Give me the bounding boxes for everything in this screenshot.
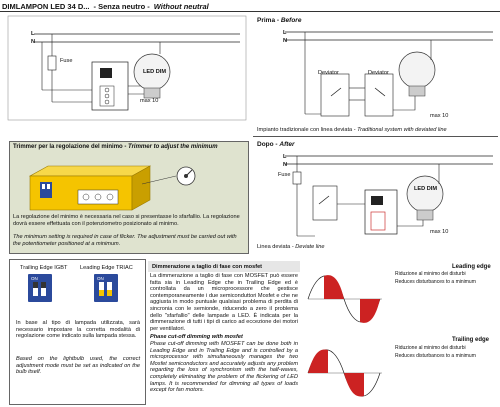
prima-n-label: N	[283, 38, 288, 44]
header-subtitle: - Senza neutro -	[93, 2, 150, 11]
header-subtitle-en: Without neutral	[153, 2, 209, 11]
prima-deviator2: Deviator	[368, 70, 389, 76]
main-n-label: N	[31, 39, 36, 45]
leading-note1: Riduzione al minimo dei disturbi	[395, 271, 466, 277]
trailing-edge-waveform	[306, 342, 384, 404]
mosfet-title-it: Dimmerazione a taglio di fase con mosfet	[148, 261, 300, 272]
leading-note2: Reduces disturbances to a minimum	[395, 279, 476, 285]
prima-divider	[253, 136, 498, 137]
dip-text-it: In base al tipo di lampada utilizzata, sarà necessario impostare la corretta modalità di regolazione come indicato sulla lampada stessa.	[16, 320, 140, 340]
page-header	[2, 2, 498, 11]
trailing-title: Trailing edge	[452, 337, 490, 343]
trailing-note1: Riduzione al minimo dei disturbi	[395, 345, 466, 351]
dopo-wiring-diagram	[255, 150, 498, 244]
dopo-n-label: N	[283, 162, 288, 168]
prima-title: Prima - Before	[257, 17, 302, 24]
dip-triac-on: ON	[97, 276, 104, 281]
header-title: DIMLAMPON LED 34 D...	[2, 2, 90, 11]
leading-title: Leading edge	[452, 264, 491, 270]
dip-text-en: Based on the lightbulb used, the correct adjustment mode must be set as indicated on the bulb itself.	[16, 356, 140, 376]
main-wiring-diagram	[0, 14, 250, 122]
leading-edge-waveform	[306, 268, 384, 330]
trailing-note2: Reduces disturbances to a minimum	[395, 353, 476, 359]
dopo-title: Dopo - After	[257, 141, 295, 148]
main-l-label: L	[31, 31, 35, 37]
prima-l-label: L	[283, 30, 287, 36]
main-max-label: max 10	[140, 98, 159, 104]
mosfet-text-it: La dimmerazione a taglio di fase con MOSFET può essere fatta sia in Leading Edge che in Trailing Edge ed è controllata da un microprocessore che gestisce contemporaneamente i due semiconduttori Mosfet e che ne aggiusta in modo puntuale qualsiasi problema di perdita di sincronia con le semionde, riducendo a zero il problema dello "sfarfallio" delle lampade a LED. È indicata per la dimmerazione di tutti i tipi di carico ad eccezione dei motori per ventilatori.	[150, 273, 298, 332]
trimmer-text-it: La regolazione del minimo è necessaria nel caso si presentasse lo sfarfallio. La regolazione dovrà essere effettuata con il potenziometro posizionato al minimo.	[13, 214, 240, 227]
trimmer-text-en: The minimum setting is required in case of flicker. The adjustment must be carried out with the potentiometer positioned at a minimum.	[13, 234, 237, 247]
main-led-dim-label: LED DIM	[143, 69, 166, 75]
dopo-l-label: L	[283, 154, 287, 160]
dopo-led-dim: LED DIM	[414, 186, 437, 192]
trimmer-title: Trimmer per la regolazione del minimo - Trimmer to adjust the minimum	[13, 144, 218, 150]
mosfet-text-en: Phase cut-off dimming with MOSFET can be done both in Leading Edge and in Trailing Edge and is controlled by a microprocessor with simultaneously manages the two Mosfet semiconductors and accurately adjusts any problem regarding the loss of synchronism with the half-waves, completely eliminating the problem of the flickering of LED lamps. It is recommended for dimming all types of loads except for fan motors.	[150, 341, 298, 394]
prima-deviator1: Deviator	[318, 70, 339, 76]
trimmer-illustration	[12, 154, 246, 216]
dopo-caption: Linea deviata - Deviate line	[257, 244, 325, 250]
dopo-max: max 10	[430, 229, 449, 235]
mosfet-title-en: Phase cut-off dimming with mosfet	[150, 334, 243, 340]
dopo-fuse: Fuse	[278, 172, 291, 178]
prima-max: max 10	[430, 113, 449, 119]
header-divider	[0, 11, 500, 12]
dip-igbt-label: Trailing Edge IGBT	[20, 265, 68, 271]
prima-caption: Impianto tradizionale con linea deviata - Traditional system with deviated line	[257, 127, 447, 133]
main-fuse-label: Fuse	[60, 58, 73, 64]
dip-igbt-on: ON	[31, 276, 38, 281]
dip-triac-label: Leading Edge TRIAC	[80, 265, 133, 271]
